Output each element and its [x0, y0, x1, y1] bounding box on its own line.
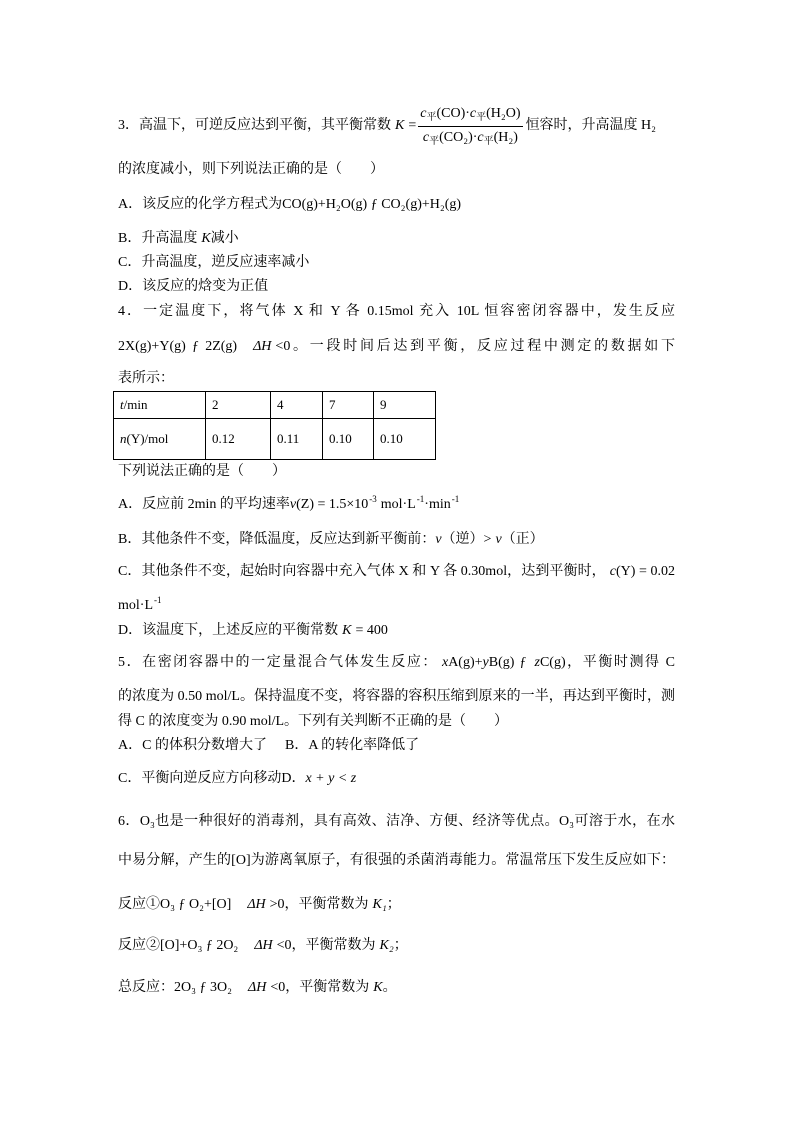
q5-option-b: B．A 的转化率降低了 — [285, 738, 420, 753]
conc-symbol: c — [609, 564, 616, 579]
equilibrium-constant-symbol: K₂ — [379, 938, 394, 953]
conc-symbol: c — [422, 129, 430, 145]
species-a: A(g)+ — [448, 655, 483, 670]
q4-prompt: 下列说法正确的是（ ） — [118, 464, 286, 479]
fraction-denominator — [423, 127, 518, 149]
denominator-term: (CO₂)· — [439, 129, 478, 145]
table-cell: 7 — [323, 392, 374, 419]
q3-option-a — [118, 195, 461, 215]
q4-stem-line-1: 4．一定温度下，将气体 X 和 Y 各 0.15mol 充入 10L 恒容密闭容器中，发生反应 — [118, 304, 675, 319]
q3-option-d: D．该反应的焓变为正值 — [118, 279, 269, 294]
forward-label: （正） — [501, 532, 544, 547]
equilibrium-constant-symbol: K — [342, 623, 352, 638]
q3-option-c: C．升高温度，逆反应速率减小 — [118, 255, 310, 270]
equilibrium-constant-symbol: K₁ — [372, 897, 387, 912]
reaction-condition: >0，平衡常数为 — [269, 897, 369, 912]
table-cell: 0.11 — [271, 419, 323, 460]
q4-option-d-text: D．该温度下，上述反应的平衡常数 — [118, 623, 339, 638]
q3-option-b-tail: 减小 — [210, 231, 239, 246]
rate-exponent: -3 — [369, 494, 377, 504]
rate-unit-part: ·min — [424, 497, 451, 512]
q3-option-a-text: A．该反应的化学方程式为 — [118, 197, 283, 212]
unit-exponent: -1 — [154, 595, 162, 605]
enthalpy-symbol: ΔH — [247, 897, 266, 912]
rate-symbol: v — [495, 532, 502, 547]
table-row — [114, 392, 436, 419]
q5-option-a: A．C 的体积分数增大了 — [118, 738, 267, 753]
denominator-term: (H₂) — [493, 129, 518, 145]
table-cell: 2 — [206, 392, 271, 419]
conc-value: (Y) = 0.02 — [615, 564, 675, 579]
conc-subscript: 平 — [483, 135, 494, 147]
table-cell: 0.12 — [206, 419, 271, 460]
q4-option-b-text: B．其他条件不变，降低温度，反应达到新平衡前： — [118, 532, 436, 547]
equilibrium-constant-symbol: K — [373, 980, 383, 995]
numerator-term: (CO)· — [436, 105, 470, 121]
q4-option-b — [118, 530, 544, 550]
q4-option-c-text: C．其他条件不变，起始时向容器中充入气体 X 和 Y 各 0.30mol，达到平衡时， — [118, 564, 606, 579]
table-header-time — [114, 392, 206, 419]
table-row — [114, 419, 436, 460]
reaction-label: 反应① — [118, 897, 160, 912]
q6-stem-line-1: 6．O₃也是一种很好的消毒剂，具有高效、洁净、方便、经济等优点。O₃可溶于水，在水 — [118, 814, 675, 829]
data-table — [113, 391, 436, 460]
equilibrium-constant-fraction — [418, 104, 522, 149]
amount-unit: (Y)/mol — [126, 431, 169, 446]
reaction-equation: 2O₃ ƒ 3O₂ — [174, 980, 232, 995]
reverse-label: （逆）> — [441, 532, 492, 547]
q4-option-c-line-1 — [118, 562, 675, 582]
q3-stem-line-1 — [118, 103, 656, 149]
q6-stem-line-2: 中易分解，产生的[O]为游离氧原子，有很强的杀菌消毒能力。常温常压下发生反应如下： — [118, 853, 675, 868]
q3-stem-tail: 恒容时，升高温度 H₂ — [525, 118, 657, 133]
q5-options-ab — [118, 736, 678, 756]
q6-total-reaction — [118, 978, 397, 998]
q5-stem-line-2: 的浓度为 0.50 mol/L。保持温度不变，将容器的容积压缩到原来的一半，再达到平衡时，测 — [118, 689, 675, 704]
q3-option-b-text: B．升高温度 — [118, 231, 198, 246]
q3-stem-text: 3．高温下，可逆反应达到平衡，其平衡常数 — [118, 118, 391, 133]
q6-reaction-2 — [118, 936, 408, 956]
amount-symbol: n — [120, 431, 127, 446]
q4-option-d — [118, 621, 388, 641]
species-c: C(g) — [539, 655, 566, 670]
conc-symbol: c — [477, 129, 484, 145]
unit-exponent: -1 — [451, 494, 460, 504]
rate-symbol: v — [435, 532, 442, 547]
reaction-end: ； — [393, 938, 408, 953]
q4-option-a — [118, 495, 459, 515]
table-cell: 0.10 — [374, 419, 436, 460]
reaction-equation: O₃ ƒ O₂+[O] — [160, 897, 232, 912]
q5-option-d-expression: x + y < z — [305, 771, 357, 786]
q4-equation: 2X(g)+Y(g) ƒ 2Z(g) — [118, 339, 238, 354]
enthalpy-symbol: ΔH — [254, 938, 273, 953]
reaction-label: 总反应： — [118, 980, 174, 995]
q5-stem-tail: ，平衡时测得 C — [565, 655, 676, 670]
q5-stem-line-1 — [118, 653, 675, 673]
rate-symbol: v — [289, 497, 297, 512]
q5-stem-line-3: 得 C 的浓度变为 0.90 mol/L。下列有关判断不正确的是（ ） — [118, 714, 509, 729]
equals-sign: = — [408, 118, 417, 133]
table-cell: 9 — [374, 392, 436, 419]
q5-option-c: C．平衡向逆反应方向移动 — [118, 771, 282, 786]
fraction-numerator — [418, 104, 522, 127]
table-cell: 4 — [271, 392, 323, 419]
q3-option-b — [118, 229, 239, 249]
q4-stem-line-2 — [118, 337, 675, 357]
conc-subscript: 平 — [426, 111, 437, 123]
table-header-amount — [114, 419, 206, 460]
unit-exponent: -1 — [416, 494, 425, 504]
coef-x: x — [441, 655, 449, 670]
q5-stem-text: 5．在密闭容器中的一定量混合气体发生反应： — [118, 655, 438, 670]
conc-unit: mol·L — [118, 598, 153, 613]
species-b: B(g) ƒ — [488, 655, 527, 670]
reaction-end: ； — [386, 897, 401, 912]
coef-z: z — [534, 655, 540, 670]
coef-y: y — [482, 655, 489, 670]
q6-reaction-1 — [118, 895, 401, 915]
rate-unit-part: mol·L — [380, 497, 416, 512]
conc-subscript: 平 — [429, 135, 440, 147]
numerator-term: (H₂O) — [486, 105, 521, 121]
q4-stem-line-3: 表所示： — [118, 371, 174, 386]
reaction-condition: <0，平衡常数为 — [276, 938, 376, 953]
table-cell: 0.10 — [323, 419, 374, 460]
time-unit: /min — [123, 397, 148, 412]
q4-stem-tail: <0。一段时间后达到平衡，反应过程中测定的数据如下 — [275, 339, 675, 354]
conc-symbol: c — [420, 105, 427, 121]
time-symbol: t — [120, 397, 124, 412]
conc-symbol: c — [469, 105, 477, 121]
q4-enthalpy-symbol: ΔH — [253, 339, 272, 354]
q3-option-a-equation: CO(g)+H₂O(g) ƒ CO₂(g)+H₂(g) — [282, 197, 462, 212]
q4-option-a-text: A．反应前 2min 的平均速率 — [118, 497, 290, 512]
reaction-label: 反应② — [118, 938, 160, 953]
equilibrium-constant-value: = 400 — [355, 623, 388, 638]
q4-option-c-line-2 — [118, 596, 162, 616]
reaction-condition: <0，平衡常数为 — [270, 980, 370, 995]
conc-subscript: 平 — [476, 111, 487, 123]
q3-stem-line-2: 的浓度减小，则下列说法正确的是（ ） — [118, 162, 384, 177]
equilibrium-constant-symbol: K — [395, 118, 405, 133]
enthalpy-symbol: ΔH — [247, 980, 267, 995]
q5-options-cd — [118, 769, 356, 789]
q5-option-d-label: D． — [281, 771, 306, 786]
reaction-end: 。 — [382, 980, 397, 995]
q3-option-b-symbol: K — [201, 231, 211, 246]
rate-value: (Z) = 1.5×10 — [296, 497, 369, 512]
reaction-equation: [O]+O₃ ƒ 2O₂ — [160, 938, 239, 953]
